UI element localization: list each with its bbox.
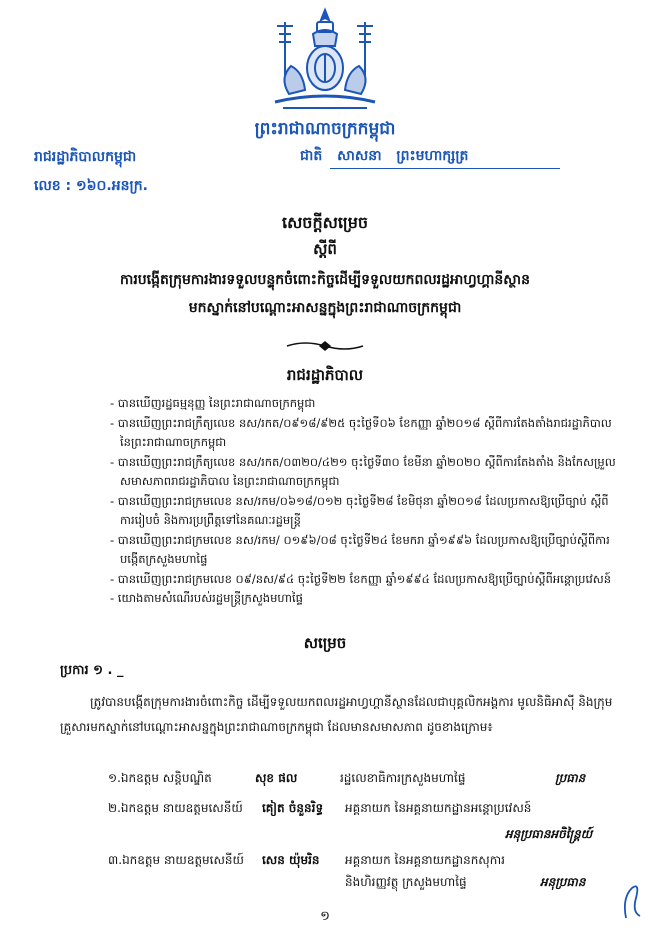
government-title: រាជរដ្ឋាភិបាល	[286, 366, 364, 384]
national-motto: ជាតិ សាសនា ព្រះមហាក្សត្រ	[300, 148, 469, 164]
subject-heading	[40, 266, 610, 322]
member-3-title: ៣.ឯកឧត្តម នាយឧត្តមសេនីយ៍	[108, 853, 244, 867]
handwritten-initial-icon	[620, 878, 644, 922]
government-header: រាជរដ្ឋាភិបាលកម្ពុជា	[34, 149, 137, 165]
member-1-title: ១.ឯកឧត្តម សន្តិបណ្ឌិត	[108, 771, 212, 785]
royal-arms-emblem-icon	[255, 6, 395, 114]
member-2-title: ២.ឯកឧត្តម នាយឧត្តមសេនីយ៍	[108, 801, 243, 815]
subject-line-2: មកស្នាក់នៅបណ្តោះអាសន្នក្នុងព្រះរាជាណាចក្រកម្ពុជា	[188, 300, 462, 316]
member-1-role: ប្រធាន	[555, 771, 586, 785]
reference-number: លេខ : ១៦០.អនក្រ.	[34, 178, 148, 194]
document-type-title: សេចក្តីសម្រេច	[281, 213, 368, 232]
member-3-name: សេន យ៉ុមរិន	[262, 853, 320, 867]
recital-item: - បានឃើញព្រះរាជក្រមលេខ នស/រកម/០៦១៨/០១២ ចុះថ្ងៃទី២៨ ខែមិថុនា ឆ្នាំ២០១៨ ដែលប្រកាសឱ្យប្រើច្បាប់ ស្តីពីការរៀបចំ និងការប្រព្រឹត្តទៅនៃគណៈរដ្ឋមន្ត្រី	[110, 493, 609, 527]
recital-item: - បានឃើញព្រះរាជក្រឹត្យលេខ នស/រកត/០៩១៨/៩២៥ ចុះថ្ងៃទី០៦ ខែកញ្ញា ឆ្នាំ២០១៨ ស្តីពីការតែងតាំងរាជរដ្ឋាភិបាល នៃព្រះរាជាណាចក្រកម្ពុជា	[110, 415, 612, 449]
ornamental-divider-icon	[285, 340, 365, 352]
article-1-label: ប្រការ ១ . _	[60, 663, 124, 678]
recital-item: - បានឃើញព្រះរាជក្រឹត្យលេខ នស/រកត/០៣២០/៤២១ ចុះថ្ងៃទី៣០ ខែមីនា ឆ្នាំ២០២០ ស្តីពីការតែងតាំង និងកែសម្រួល សមាសភាពរាជរដ្ឋាភិបាល នៃព្រះរាជាណាចក្រកម្ពុជា	[110, 454, 616, 488]
recital-item: - បានឃើញព្រះរាជក្រមលេខ ០៩/នស/៩៤ ចុះថ្ងៃទី២២ ខែកញ្ញា ឆ្នាំ១៩៩៤ ដែលប្រកាសឱ្យប្រើច្បាប់ស្តីពីអន្តោប្រវេសន៍	[110, 571, 612, 586]
member-3-position: អគ្គនាយក នៃអគ្គនាយកដ្ឋានកសុការ	[345, 853, 505, 867]
member-2-position: អគ្គនាយក នៃអគ្គនាយកដ្ឋានអន្តោប្រវេសន៍	[345, 801, 532, 815]
subject-line-1: ការបង្កើតក្រុមការងារទទួលបន្ទុកចំពោះកិច្ចដើម្បីទទួលយកពលរដ្ឋអាហ្វហ្គានីស្ថាន	[120, 272, 530, 288]
member-3-role: អនុប្រធាន	[540, 875, 586, 889]
motto-underline	[330, 168, 560, 169]
member-2-role: អនុប្រធានអចិន្ត្រៃយ៍	[505, 827, 593, 841]
recital-item: - យោងតាមសំណើរបស់រដ្ឋមន្ត្រីក្រសួងមហាផ្ទៃ	[110, 591, 303, 605]
recitals-list	[110, 394, 620, 609]
member-3-position-line-2: និងហិរញ្ញវត្ថុ ក្រសួងមហាផ្ទៃ	[345, 875, 467, 889]
kingdom-name: ព្រះរាជាណាចក្រកម្ពុជា	[254, 119, 396, 139]
subject-label: ស្តីពី	[313, 240, 337, 258]
page-number: ១	[320, 909, 330, 924]
recital-item: - បានឃើញរដ្ឋធម្មនុញ្ញ នៃព្រះរាជាណាចក្រកម្ពុជា	[110, 396, 316, 410]
article-1-text: ត្រូវបានបង្កើតក្រុមការងារចំពោះកិច្ច ដើម្បីទទួលយកពលរដ្ឋអាហ្វហ្គានីស្ថានដែលជាបុគ្គលិកអង្គការ មូលនិធិអាស៊ី និងក្រុមគ្រួសារមកស្នាក់នៅបណ្តោះអាសន្នក្នុងព្រះរាជាណាចក្រកម្ពុជា ដែលមានសមាសភាព ដូចខាងក្រោម៖	[60, 695, 613, 734]
member-2-name: គៀត ចំនួនរិទ្ធ	[262, 801, 324, 815]
member-1-position: រដ្ឋលេខាធិការក្រសួងមហាផ្ទៃ	[340, 771, 466, 785]
decision-title: សម្រេច	[303, 634, 347, 652]
member-1-name: សុខ ផល	[255, 771, 298, 785]
recital-item: - បានឃើញព្រះរាជក្រមលេខ នស/រកម/ ០១៩៦/០៨ ចុះថ្ងៃទី២៤ ខែមករា ឆ្នាំ១៩៩៦ ដែលប្រកាសឱ្យប្រើច្បាប់ស្តីពីការ បង្កើតក្រសួងមហាផ្ទៃ	[110, 532, 610, 566]
